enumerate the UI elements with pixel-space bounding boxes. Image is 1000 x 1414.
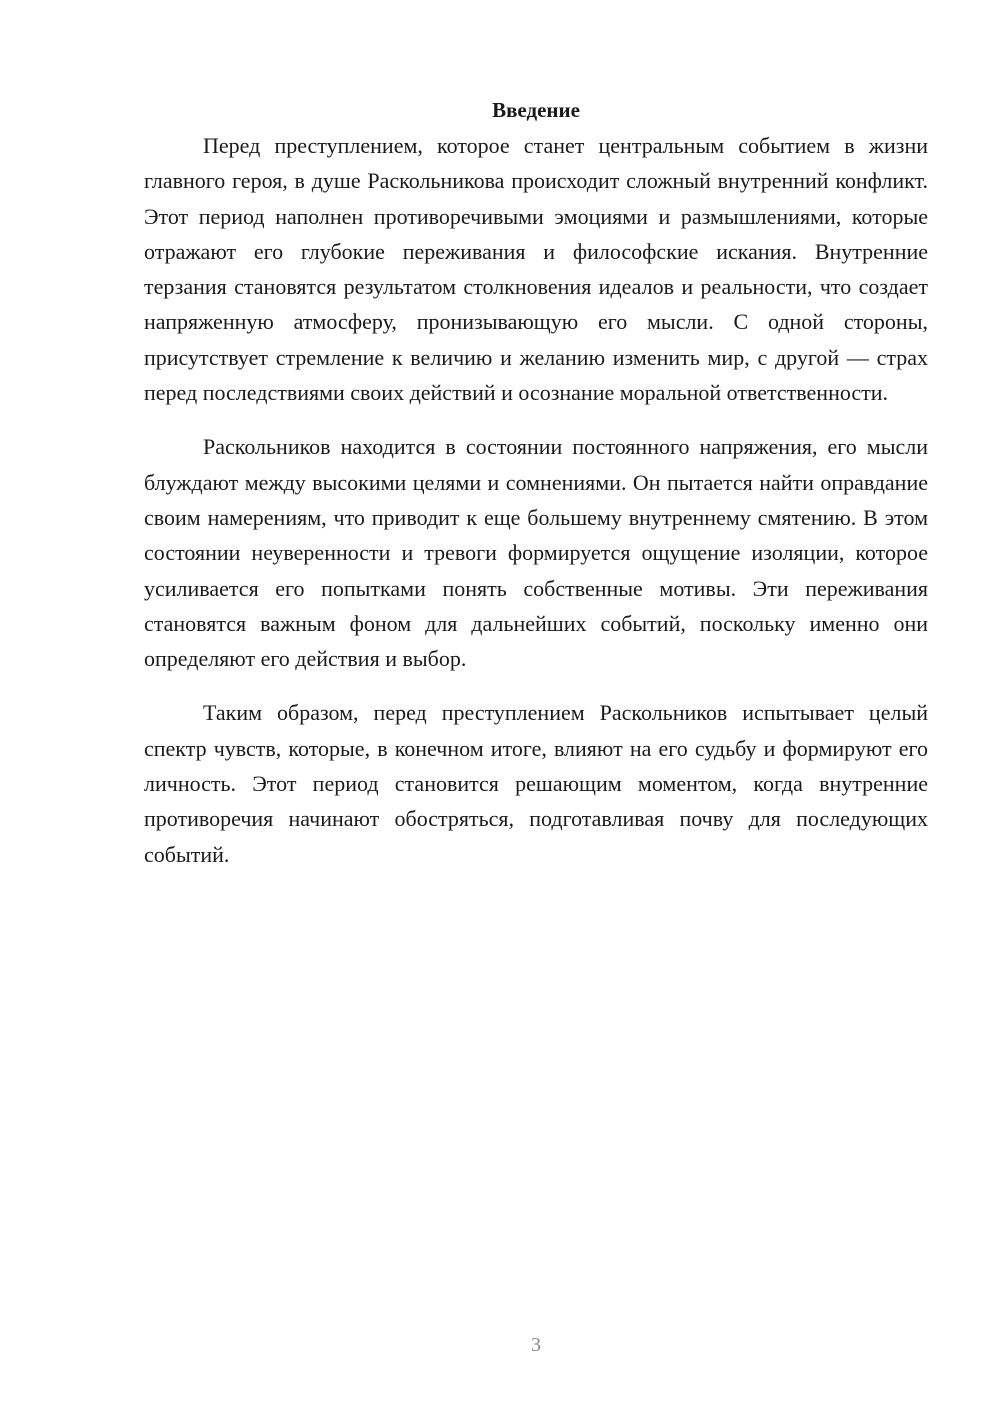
paragraph-2: Раскольников находится в состоянии постоянного напряжения, его мысли блуждают между высокими целями и сомнениями. Он пытается найти оправдание своим намерениям, что приводит к еще большему внутреннему смятению. В этом состоянии неуверенности и тревоги формируется ощущение изоляции, которое усиливается его попытками понять собственные мотивы. Эти переживания становятся важным фоном для дальнейших событий, поскольку именно они определяют его действия и выбор.: [144, 434, 928, 672]
page-content: [144, 92, 928, 872]
paragraph-1: Перед преступлением, которое станет центральным событием в жизни главного героя, в душе Раскольникова происходит сложный внутренний конфликт. Этот период наполнен противоречивыми эмоциями и размышлениями, которые отражают его глубокие переживания и философские искания. Внутренние терзания становятся результатом столкновения идеалов и реальности, что создает напряженную атмосферу, пронизывающую его мысли. С одной стороны, присутствует стремление к величию и желанию изменить мир, с другой — страх перед последствиями своих действий и осознание моральной ответственности.: [144, 133, 928, 406]
paragraph-3: Таким образом, перед преступлением Раскольников испытывает целый спектр чувств, которые, в конечном итоге, влияют на его судьбу и формируют его личность. Этот период становится решающим моментом, когда внутренние противоречия начинают обостряться, подготавливая почву для последующих событий.: [144, 700, 928, 867]
section-heading: Введение: [492, 98, 580, 122]
page-number: 3: [531, 1334, 541, 1356]
